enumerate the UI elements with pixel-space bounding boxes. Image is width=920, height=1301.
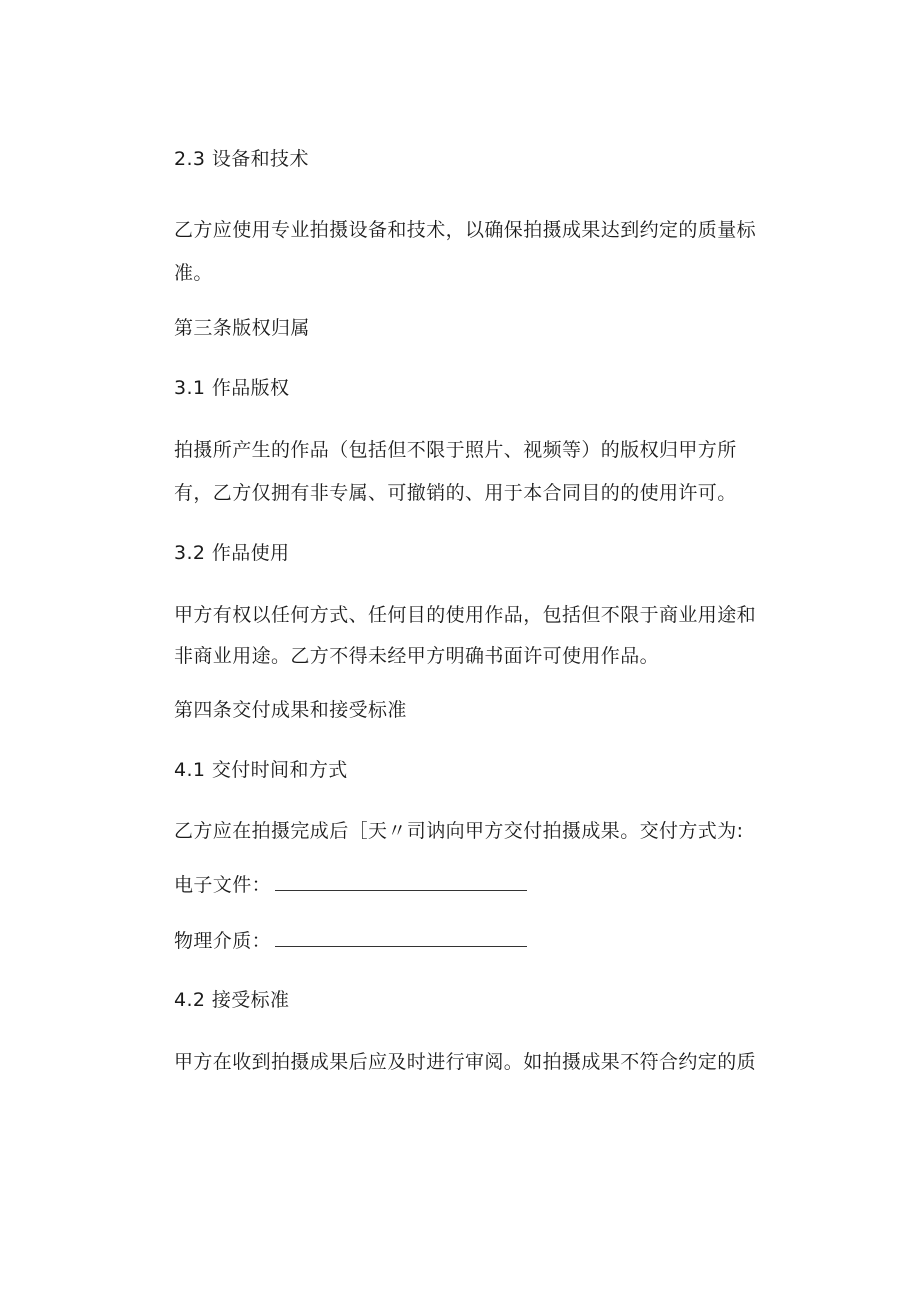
- section-4-1-paragraph-line-1: 乙方应在拍摄完成后［天〃司讷向甲方交付拍摄成果。交付方式为:: [174, 820, 744, 842]
- article-4-title: 第四条交付成果和接受标准: [174, 699, 407, 721]
- section-3-2-paragraph-line-2: 非商业用途。乙方不得未经甲方明确书面许可使用作品。: [174, 645, 660, 667]
- section-2-3-heading: 2.3 设备和技术: [174, 148, 309, 170]
- electronic-file-blank[interactable]: [275, 876, 527, 891]
- section-4-2-heading: 4.2 接受标准: [174, 989, 290, 1011]
- physical-media-blank[interactable]: [275, 932, 527, 947]
- section-4-2-paragraph-line-1: 甲方在收到拍摄成果后应及时进行审阅。如拍摄成果不符合约定的质: [174, 1051, 757, 1073]
- physical-media-row: [174, 929, 527, 953]
- article-3-title: 第三条版权归属: [174, 317, 310, 339]
- section-3-2-paragraph-line-1: 甲方有权以任何方式、任何目的使用作品，包括但不限于商业用途和: [174, 604, 757, 626]
- section-3-1-paragraph-line-1: 拍摄所产生的作品（包括但不限于照片、视频等）的版权归甲方所: [174, 439, 737, 461]
- physical-media-label: 物理介质：: [174, 930, 272, 952]
- section-4-1-heading: 4.1 交付时间和方式: [174, 759, 348, 781]
- section-3-2-heading: 3.2 作品使用: [174, 542, 290, 564]
- section-2-3-paragraph-line-1: 乙方应使用专业拍摄设备和技术，以确保拍摄成果达到约定的质量标: [174, 219, 757, 241]
- section-2-3-paragraph-line-2: 准。: [174, 262, 213, 284]
- section-3-1-paragraph-line-2: 有，乙方仅拥有非专属、可撤销的、用于本合同目的的使用许可。: [174, 482, 737, 504]
- section-3-1-heading: 3.1 作品版权: [174, 377, 290, 399]
- electronic-file-row: [174, 873, 527, 897]
- electronic-file-label: 电子文件：: [174, 874, 272, 896]
